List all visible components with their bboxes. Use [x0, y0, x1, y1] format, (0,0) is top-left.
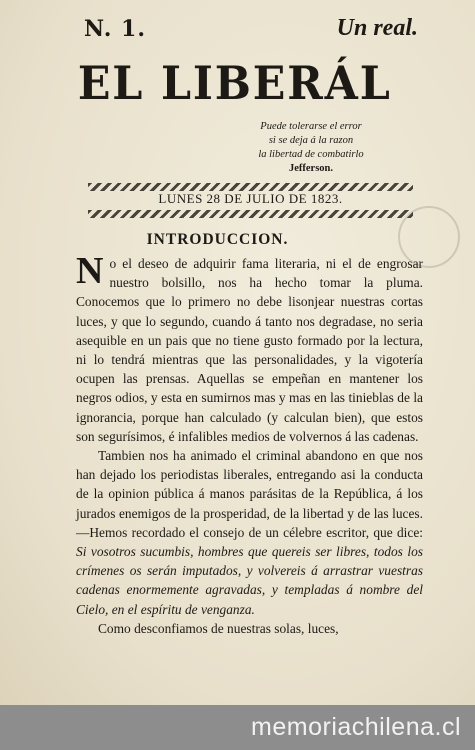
- paragraph-2: [76, 446, 423, 619]
- watermark-brand: memoriachilena.cl: [251, 713, 461, 741]
- issue-number: N. 1.: [84, 16, 146, 42]
- epigraph: [236, 120, 386, 176]
- article-title: INTRODUCCION.: [146, 231, 289, 248]
- dateline: LUNES 28 DE JULIO DE 1823.: [158, 191, 343, 206]
- epigraph-author: Jefferson.: [288, 163, 334, 174]
- masthead-title: EL LIBERÁL: [77, 56, 392, 110]
- epigraph-line: si se deja á la razon: [268, 135, 354, 146]
- paragraph-text: Como desconfiamos de nuestras solas, luces,: [98, 620, 339, 636]
- ornamental-rule-top: [88, 183, 413, 191]
- ornamental-rule-bottom: [88, 210, 413, 218]
- paragraph-text: Tambien nos ha animado el criminal abandono en que nos han dejado los periodistas liberales, entregando asi la conducta de la opinion pública á manos parásitas de la República, á los jurados enemigos de la prosperidad, de la libertad y de las luces.—Hemos recordado el consejo de un célebre escritor, que dice:: [76, 448, 423, 540]
- quoted-passage: Si vosotros sucumbis, hombres que quereis ser libres, todos los crímenes os serán imputados, y volvereis á arrastrar vuestras cadenas enormemente agravadas, y templadas á nombre del Cielo, en el espíritu de venganza.: [76, 544, 423, 617]
- drop-cap: N: [76, 250, 104, 292]
- paragraph-3: [76, 619, 423, 638]
- epigraph-line: la libertad de combatirlo: [258, 149, 364, 160]
- issue-price: Un real.: [336, 15, 418, 41]
- paragraph-text: o el deseo de adquirir fama literaria, ni el de engrosar nuestro bolsillo, nos ha hecho tomar la pluma. Conocemos que lo primero no debe lisonjear nuestras cortas luces, y que lo segundo, cuando á tanto nos degradase, no seria asequible en un pais que no tiene gusto formado por la lectura, ni lo tendrá mientras que las personalidades, y la vigotería ocupen las prensas. Aquellas se empeñan en mantener los negros odios, y esta en sumirnos mas y mas en las tinieblas de la ignorancia, porque han calculado (y calculan bien), que estos son segurísimos, é infalibles medios de volvernos á las cadenas.: [76, 256, 423, 444]
- paragraph-1: [76, 250, 423, 446]
- watermark-footer: [0, 705, 475, 750]
- article-body: [76, 250, 423, 638]
- epigraph-line: Puede tolerarse el error: [260, 121, 362, 132]
